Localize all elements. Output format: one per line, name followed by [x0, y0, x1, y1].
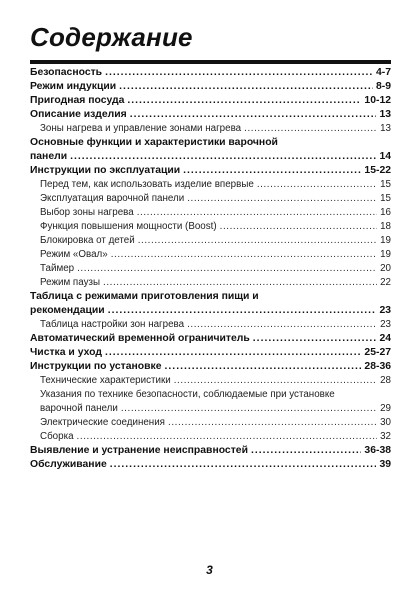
dot-leader — [137, 206, 377, 220]
toc-entry-title: Таймер — [40, 263, 75, 274]
toc-entry-title: Таблица с режимами приготовления пищи и — [30, 291, 259, 302]
dot-leader — [105, 346, 361, 360]
toc-entry-page: 32 — [380, 431, 391, 442]
title-underline — [30, 60, 391, 64]
toc-entry-title: рекомендации — [30, 305, 105, 316]
toc-entry[interactable] — [30, 388, 391, 402]
toc-entry-title: Чистка и уход — [30, 347, 102, 358]
toc-entry[interactable] — [30, 164, 391, 178]
toc-entry-page: 20 — [380, 263, 391, 274]
toc-entry-page: 13 — [379, 109, 391, 120]
toc-entry-title: Блокировка от детей — [40, 235, 135, 246]
toc-entry-title: варочной панели — [40, 403, 118, 414]
dot-leader — [251, 444, 361, 458]
dot-leader — [111, 248, 377, 262]
toc-entry-page: 19 — [380, 249, 391, 260]
dot-leader — [187, 192, 377, 206]
toc-entry[interactable] — [30, 234, 391, 248]
toc-entry[interactable] — [30, 80, 391, 94]
toc-entry[interactable] — [30, 108, 391, 122]
toc-entry-title: Режим «Овал» — [40, 249, 108, 260]
dot-leader — [119, 80, 373, 94]
toc-entry[interactable] — [30, 374, 391, 388]
toc-entry-title: Таблица настройки зон нагрева — [40, 319, 185, 330]
dot-leader — [220, 220, 377, 234]
toc-entry[interactable] — [30, 220, 391, 234]
toc-entry-title: Перед тем, как использовать изделие впервые — [40, 179, 254, 190]
toc-entry-title: Режим индукции — [30, 81, 117, 92]
toc-entry[interactable] — [30, 332, 391, 346]
dot-leader — [168, 416, 377, 430]
toc-entry[interactable] — [30, 150, 391, 164]
dot-leader — [257, 178, 377, 192]
toc-entry-title: Обслуживание — [30, 459, 107, 470]
toc-entry[interactable] — [30, 290, 391, 304]
toc-entry[interactable] — [30, 318, 391, 332]
toc-entry-page: 15 — [380, 193, 391, 204]
toc-entry-page: 16 — [380, 207, 391, 218]
toc-entry-title: Зоны нагрева и управление зонами нагрева — [40, 123, 242, 134]
toc-entry-page: 28-36 — [364, 361, 391, 372]
toc-entry[interactable] — [30, 458, 391, 472]
toc-entry-title: Технические характеристики — [40, 375, 171, 386]
toc-entry[interactable] — [30, 192, 391, 206]
toc-entry-page: 8-9 — [375, 81, 391, 92]
toc-entry-title: Режим паузы — [40, 277, 101, 288]
toc-entry[interactable] — [30, 248, 391, 262]
toc-entry-page: 18 — [380, 221, 391, 232]
toc-entry-page: 23 — [379, 305, 391, 316]
page-number: 3 — [206, 563, 213, 577]
toc-entry-title: панели — [30, 151, 68, 162]
dot-leader — [108, 304, 377, 318]
toc-entry[interactable] — [30, 122, 391, 136]
toc-entry[interactable] — [30, 360, 391, 374]
toc-entry-page: 23 — [380, 319, 391, 330]
toc-entry[interactable] — [30, 304, 391, 318]
dot-leader — [183, 164, 361, 178]
toc-entry-title: Сборка — [40, 431, 74, 442]
toc-entry[interactable] — [30, 136, 391, 150]
toc-entry[interactable] — [30, 444, 391, 458]
dot-leader — [110, 458, 377, 472]
toc-entry-page: 29 — [380, 403, 391, 414]
toc-entry-title: Основные функции и характеристики варочной — [30, 137, 278, 148]
toc-entry-title: Выявление и устранение неисправностей — [30, 445, 248, 456]
toc-entry-page: 24 — [379, 333, 391, 344]
toc-entry-title: Инструкции по эксплуатации — [30, 165, 181, 176]
dot-leader — [77, 262, 377, 276]
toc-entry[interactable] — [30, 262, 391, 276]
toc-entry-page: 39 — [379, 459, 391, 470]
toc-entry-page: 4-7 — [375, 67, 391, 78]
toc-entry-title: Автоматический временной ограничитель — [30, 333, 250, 344]
toc-entry[interactable] — [30, 94, 391, 108]
toc-entry-page: 13 — [380, 123, 391, 134]
toc-entry[interactable] — [30, 402, 391, 416]
toc-entry[interactable] — [30, 346, 391, 360]
toc-entry-title: Описание изделия — [30, 109, 127, 120]
toc-entry-title: Функция повышения мощности (Boost) — [40, 221, 217, 232]
toc-entry-title: Инструкции по установке — [30, 361, 162, 372]
toc-entry-title: Эксплуатация варочной панели — [40, 193, 185, 204]
dot-leader — [70, 150, 376, 164]
dot-leader — [105, 66, 373, 80]
page-title: Содержание — [30, 22, 193, 52]
toc-entry[interactable] — [30, 206, 391, 220]
dot-leader — [138, 234, 377, 248]
dot-leader — [103, 276, 377, 290]
table-of-contents — [30, 66, 391, 472]
toc-entry-page: 15-22 — [364, 165, 391, 176]
dot-leader — [174, 374, 377, 388]
toc-entry-page: 19 — [380, 235, 391, 246]
toc-entry-page: 28 — [380, 375, 391, 386]
dot-leader — [187, 318, 377, 332]
toc-entry-title: Электрические соединения — [40, 417, 165, 428]
toc-entry[interactable] — [30, 178, 391, 192]
toc-entry-title: Безопасность — [30, 67, 103, 78]
toc-entry-page: 10-12 — [364, 95, 391, 106]
toc-entry-page: 15 — [380, 179, 391, 190]
toc-entry[interactable] — [30, 416, 391, 430]
toc-entry-page: 22 — [380, 277, 391, 288]
toc-entry-title: Указания по технике безопасности, соблюдаемые при установке — [40, 389, 335, 400]
toc-entry[interactable] — [30, 66, 391, 80]
dot-leader — [127, 94, 361, 108]
toc-entry-page: 25-27 — [364, 347, 391, 358]
dot-leader — [77, 430, 378, 444]
dot-leader — [121, 402, 377, 416]
dot-leader — [165, 360, 362, 374]
toc-entry[interactable] — [30, 276, 391, 290]
dot-leader — [130, 108, 377, 122]
toc-entry-title: Пригодная посуда — [30, 95, 125, 106]
toc-entry-page: 14 — [379, 151, 391, 162]
dot-leader — [244, 122, 377, 136]
toc-entry-page: 36-38 — [364, 445, 391, 456]
dot-leader — [253, 332, 377, 346]
toc-entry[interactable] — [30, 430, 391, 444]
toc-entry-title: Выбор зоны нагрева — [40, 207, 134, 218]
toc-entry-page: 30 — [380, 417, 391, 428]
